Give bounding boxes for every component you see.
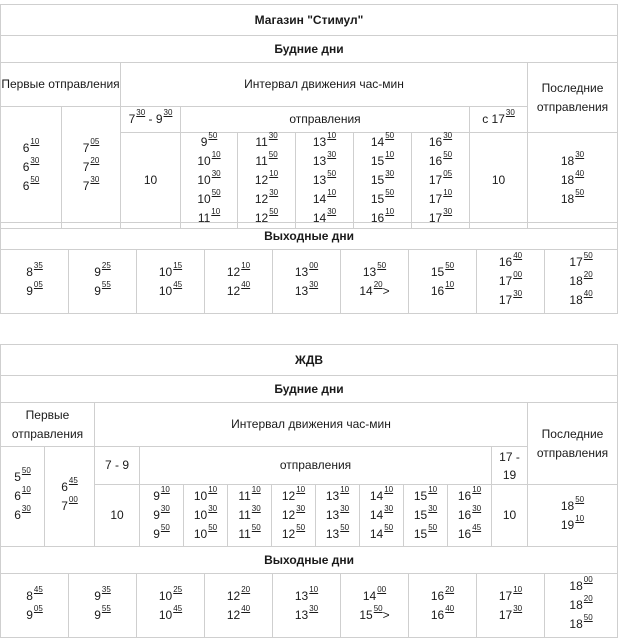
departure-time: $14^{10}$	[369, 485, 394, 503]
stop-title: ЖДВ	[1, 345, 618, 376]
departure-time: $14^{20}>$	[359, 279, 390, 298]
departures-col-1	[140, 485, 184, 547]
departures-col-5	[412, 133, 470, 229]
departure-time: $6^{45}$	[61, 475, 78, 494]
departure-time: $16^{50}$	[428, 150, 453, 168]
weekend-col-8	[477, 574, 545, 638]
departure-time: $8^{35}$	[26, 260, 43, 279]
weekend-col-6	[341, 250, 409, 314]
departure-time: $15^{50}$	[430, 260, 455, 279]
weekend-table-stimul	[0, 222, 618, 314]
weekend-col-3	[137, 574, 205, 638]
departure-time: $9^{50}$	[153, 523, 170, 541]
departure-time: $9^{30}$	[153, 504, 170, 522]
departure-time: $15^{50}$	[370, 188, 395, 206]
schedule-table-stimul	[0, 4, 618, 229]
weekend-col-1	[1, 574, 69, 638]
departure-time: $18^{50}$	[560, 188, 585, 206]
departure-time: $18^{50}$	[560, 494, 585, 513]
departures-col-7	[404, 485, 448, 547]
departure-time: $17^{10}$	[498, 584, 523, 603]
period-before-range: $7^{30} - 9^{30}$	[128, 108, 173, 126]
departures-col-3	[296, 133, 354, 229]
departure-time: $10^{50}$	[193, 523, 218, 541]
departure-time: $7^{20}$	[82, 156, 100, 174]
departures-header: отправления	[181, 107, 470, 133]
departure-time: $13^{10}$	[312, 131, 337, 149]
departure-time: $10^{30}$	[193, 504, 218, 522]
departure-time: $15^{50}$	[413, 523, 438, 541]
weekend-col-8	[477, 250, 545, 314]
departure-time: $11^{30}$	[255, 131, 278, 149]
departure-time: $7^{30}$	[82, 175, 100, 193]
departure-time: $16^{30}$	[457, 504, 482, 522]
weekend-col-1	[1, 250, 69, 314]
departure-time: $9^{05}$	[26, 603, 43, 622]
departure-time: $9^{05}$	[26, 279, 43, 298]
period-after	[470, 107, 528, 133]
departure-time: $18^{20}$	[569, 270, 593, 288]
departure-time: $9^{55}$	[94, 603, 111, 622]
departure-time: $9^{55}$	[94, 279, 111, 298]
departure-time: $12^{10}$	[281, 485, 306, 503]
departure-time: $12^{50}$	[254, 207, 279, 225]
departure-time: $18^{40}$	[560, 169, 585, 187]
departure-time: $17^{10}$	[428, 188, 453, 206]
weekday-heading: Будние дни	[1, 36, 618, 63]
last-departures-col	[528, 485, 618, 547]
departures-col-4	[272, 485, 316, 547]
last-departures-header: Последние отправления	[528, 63, 618, 133]
departures-col-2	[238, 133, 296, 229]
departure-time: $12^{10}$	[254, 169, 279, 187]
weekend-col-9	[545, 574, 618, 638]
period-before: 7 - 9	[95, 447, 140, 485]
weekend-col-3	[137, 250, 205, 314]
interval-before-value: 10	[121, 133, 181, 229]
departure-time: $13^{50}$	[312, 169, 337, 187]
departure-time: $18^{30}$	[560, 150, 585, 168]
departure-time: $6^{50}$	[22, 175, 40, 193]
departure-time: $10^{45}$	[158, 279, 183, 298]
period-before	[121, 107, 181, 133]
last-departures-header: Последние отправления	[528, 403, 618, 485]
departures-col-8	[448, 485, 492, 547]
departure-time: $8^{45}$	[26, 584, 43, 603]
departures-col-6	[360, 485, 404, 547]
departures-col-1	[181, 133, 238, 229]
departure-time: $11^{50}$	[255, 150, 278, 168]
stop-title: Магазин "Стимул"	[1, 5, 618, 36]
departure-time: $9^{50}$	[200, 131, 218, 149]
first-departures-col-2	[62, 107, 121, 229]
departure-time: $6^{30}$	[22, 156, 40, 174]
first-departures-col-1	[1, 447, 45, 547]
departure-time: $18^{50}$	[569, 613, 593, 631]
departure-time: $10^{10}$	[193, 485, 218, 503]
departure-time: $17^{30}$	[428, 207, 453, 225]
departure-time: $14^{30}$	[312, 207, 337, 225]
departure-time: $12^{50}$	[281, 523, 306, 541]
departure-time: $11^{10}$	[238, 485, 261, 503]
departure-time: $10^{30}$	[197, 169, 221, 187]
departure-time: $13^{10}$	[325, 485, 350, 503]
weekend-col-4	[205, 250, 273, 314]
departure-time: $17^{00}$	[498, 270, 523, 288]
period-after-range: с $17^{30}$	[482, 108, 515, 126]
weekday-heading: Будние дни	[1, 376, 618, 403]
departure-time: $14^{50}$	[370, 131, 395, 149]
departure-time: $12^{40}$	[226, 279, 251, 298]
departure-time: $18^{20}$	[569, 594, 593, 612]
departure-time: $13^{50}$	[325, 523, 350, 541]
period-after: 17 - 19	[492, 447, 528, 485]
weekend-col-2	[69, 250, 137, 314]
departure-time: $13^{30}$	[312, 150, 337, 168]
departure-time: $12^{20}$	[226, 584, 251, 603]
departure-time: $15^{30}$	[370, 169, 395, 187]
departure-time: $16^{10}$	[370, 207, 395, 225]
departure-time: $17^{30}$	[498, 289, 523, 307]
departure-time: $12^{30}$	[254, 188, 279, 206]
departure-time: $14^{30}$	[369, 504, 394, 522]
first-departures-col-1	[1, 107, 62, 229]
departure-time: $10^{25}$	[158, 584, 183, 603]
interval-header: Интервал движения час-мин	[121, 63, 528, 107]
departure-time: $6^{30}$	[14, 504, 31, 522]
weekend-col-4	[205, 574, 273, 638]
departure-time: $14^{50}$	[369, 523, 394, 541]
departure-time: $13^{10}$	[294, 584, 319, 603]
departure-time: $17^{50}$	[569, 251, 593, 269]
departure-time: $10^{50}$	[197, 188, 221, 206]
departure-time: $9^{25}$	[94, 260, 111, 279]
schedule-table-zhdv	[0, 344, 618, 547]
departure-time: $16^{10}$	[430, 279, 455, 298]
weekend-col-5	[273, 250, 341, 314]
weekend-table-zhdv	[0, 546, 618, 638]
departure-time: $14^{10}$	[312, 188, 337, 206]
weekend-heading: Выходные дни	[1, 223, 618, 250]
departure-time: $18^{00}$	[569, 575, 593, 593]
departure-time: $12^{40}$	[226, 603, 251, 622]
last-departures-col	[528, 133, 618, 229]
departure-time: $11^{10}$	[197, 207, 221, 225]
departure-time: $7^{00}$	[61, 494, 78, 513]
departure-time: $17^{30}$	[498, 603, 523, 622]
departure-time: $16^{10}$	[457, 485, 482, 503]
departure-time: $12^{30}$	[281, 504, 306, 522]
departure-time: $19^{10}$	[560, 513, 585, 532]
first-departures-header: Первые отправления	[1, 403, 95, 447]
weekend-col-2	[69, 574, 137, 638]
departure-time: $13^{00}$	[294, 260, 319, 279]
departure-time: $9^{35}$	[94, 584, 111, 603]
departure-time: $15^{10}$	[413, 485, 438, 503]
departure-time: $7^{05}$	[82, 137, 100, 155]
departure-time: $10^{15}$	[158, 260, 183, 279]
departure-time: $17^{05}$	[428, 169, 453, 187]
departure-time: $12^{10}$	[226, 260, 251, 279]
departure-time: $15^{10}$	[370, 150, 395, 168]
departure-time: $15^{30}$	[413, 504, 438, 522]
interval-after-value: 10	[492, 485, 528, 547]
weekend-col-6	[341, 574, 409, 638]
departure-time: $5^{50}$	[14, 466, 31, 484]
interval-before-value: 10	[95, 485, 140, 547]
departure-time: $16^{40}$	[498, 251, 523, 269]
departure-time: $13^{30}$	[325, 504, 350, 522]
departure-time: $9^{10}$	[153, 485, 170, 503]
departure-time: $13^{30}$	[294, 603, 319, 622]
weekend-col-5	[273, 574, 341, 638]
weekend-col-7	[409, 250, 477, 314]
departure-time: $16^{30}$	[428, 131, 453, 149]
first-departures-header: Первые отправления	[1, 63, 121, 107]
departure-time: $18^{40}$	[569, 289, 593, 307]
departure-time: $11^{30}$	[238, 504, 261, 522]
departure-time: $11^{50}$	[238, 523, 261, 541]
interval-header: Интервал движения час-мин	[95, 403, 528, 447]
departure-time: $10^{10}$	[197, 150, 221, 168]
departure-time: $13^{30}$	[294, 279, 319, 298]
departure-time: $6^{10}$	[22, 137, 40, 155]
weekend-heading: Выходные дни	[1, 547, 618, 574]
departures-col-3	[228, 485, 272, 547]
first-departures-col-2	[45, 447, 95, 547]
departures-col-2	[184, 485, 228, 547]
departures-col-4	[354, 133, 412, 229]
interval-after-value: 10	[470, 133, 528, 229]
departure-time: $14^{00}$	[362, 584, 387, 603]
weekend-col-7	[409, 574, 477, 638]
departure-time: $6^{10}$	[14, 485, 31, 503]
departures-col-5	[316, 485, 360, 547]
departure-time: $10^{45}$	[158, 603, 183, 622]
departure-time: $16^{40}$	[430, 603, 455, 622]
weekend-col-9	[545, 250, 618, 314]
departure-time: $16^{45}$	[457, 523, 482, 541]
departure-time: $15^{50}>$	[359, 603, 390, 622]
departure-time: $13^{50}$	[362, 260, 387, 279]
departures-header: отправления	[140, 447, 492, 485]
departure-time: $16^{20}$	[430, 584, 455, 603]
